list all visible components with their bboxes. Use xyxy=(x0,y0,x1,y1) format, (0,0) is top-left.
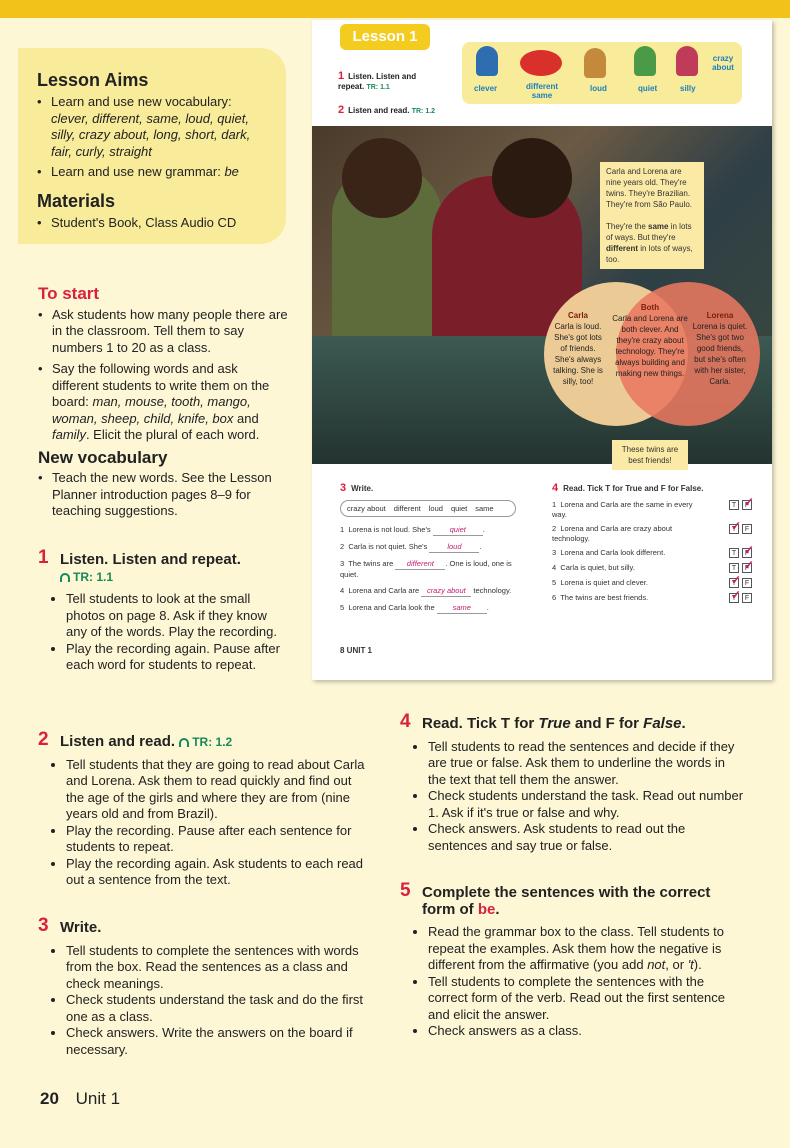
ex3-answer: loud xyxy=(429,542,479,553)
ex3-answer: different xyxy=(395,559,445,570)
lesson-aims-box xyxy=(18,48,286,244)
step-4-title-a: Read. Tick T for xyxy=(422,715,539,732)
exercise-3-item-1: 1 Lorena is not loud. She's quiet . xyxy=(340,525,485,534)
ex3-item-tail: technology. xyxy=(473,586,512,595)
story-diff-b: in lots of ways, too. xyxy=(606,244,693,264)
step-2-item-3: • Play the recording again. Ask students to each read out a sentence from the text. xyxy=(66,856,368,889)
to-start-item-2 xyxy=(38,361,288,444)
story-note-top xyxy=(600,162,704,269)
step-4-title-b: and F for xyxy=(570,715,644,732)
headphones-icon xyxy=(60,573,70,582)
step-2-item-2: • Play the recording. Pause after each sentence for students to repeat. xyxy=(66,823,368,856)
story-note-bottom: These twins are best friends! xyxy=(612,440,688,470)
story-same-a: They're the xyxy=(606,222,646,231)
ex4-item-number: 5 xyxy=(552,578,557,587)
student-book-page xyxy=(312,20,772,680)
exercise-3-item-3 xyxy=(340,559,530,580)
lesson-tab: Lesson 1 xyxy=(340,24,430,50)
vocab-different: different xyxy=(526,82,558,91)
ex3-item-text: Lorena is not loud. She's xyxy=(348,525,431,534)
top-color-bar xyxy=(0,0,790,18)
lesson-aims-title: Lesson Aims xyxy=(37,70,149,90)
step-5-title-be: be xyxy=(477,900,496,918)
vocab-picture-strip xyxy=(462,42,742,104)
word-box-item: loud xyxy=(428,504,443,513)
true-checkbox-ticked[interactable]: T ✓ xyxy=(729,524,739,534)
new-vocab-title: New vocabulary xyxy=(38,447,168,467)
step-4-title-false: False xyxy=(643,715,682,732)
photo-girl-left-head xyxy=(342,138,422,218)
step-1-track-label: TR: 1.1 xyxy=(73,569,114,584)
true-checkbox-ticked[interactable]: T ✓ xyxy=(729,578,739,588)
story-same-b: in lots of ways. But they're xyxy=(606,222,692,242)
to-start-item-1: • Ask students how many people there are in the classroom. Tell them to say numbers 1 to 20 as a class. xyxy=(38,307,288,357)
kid-quiet-image xyxy=(634,46,656,76)
step-1-item-1: • Tell students to look at the small photos on page 8. Ask if they know any of the words. Play the recording. xyxy=(66,591,288,641)
unit-label: Unit 1 xyxy=(75,1089,121,1108)
ex4-item-text: Lorena and Carla look different. xyxy=(560,548,666,557)
step-3-title: Write. xyxy=(60,919,102,936)
photo-girl-right-head xyxy=(492,138,572,218)
step-5-item-3: • Check answers as a class. xyxy=(428,1023,745,1040)
venn-lorena-name: Lorena xyxy=(706,311,734,320)
step-5-title-a: Complete the sentences with the correct form of xyxy=(422,884,711,918)
exercise-4-title-text: Read. Tick T for True and F for False. xyxy=(563,484,704,493)
step-2-track-label: TR: 1.2 xyxy=(192,735,233,749)
ex3-item-number: 1 xyxy=(340,525,345,534)
true-checkbox[interactable]: T xyxy=(729,500,739,510)
page-number: 20 xyxy=(40,1089,59,1108)
ex4-item-text: Lorena and Carla are the same in every way. xyxy=(552,500,693,519)
exercise-4-item-4 xyxy=(552,563,752,573)
false-checkbox-ticked[interactable]: F ✓ xyxy=(742,563,752,573)
exercise-3-item-5: 5 Lorena and Carla look the same . xyxy=(340,603,489,612)
ex4-item-text: Lorena and Carla are crazy about technology. xyxy=(552,524,673,543)
ex3-item-number: 3 xyxy=(340,559,345,568)
step-2-section xyxy=(38,729,368,889)
to-start-item-2-text: Say the following words and ask different students to write them on the board: xyxy=(52,361,270,409)
vocab-different-same xyxy=(526,82,558,100)
ex3-item-number: 5 xyxy=(340,603,345,612)
new-vocab-item: • Teach the new words. See the Lesson Planner introduction pages 8–9 for teaching suggestions. xyxy=(38,470,288,520)
vocab-quiet: quiet xyxy=(638,84,658,93)
apples-image xyxy=(520,50,562,76)
ex3-item-number: 2 xyxy=(340,542,345,551)
step-1-title: Listen. Listen and repeat. xyxy=(60,551,241,568)
exercise-3-item-4 xyxy=(340,586,530,597)
book-line-1-track: TR: 1.1 xyxy=(366,84,390,91)
exercise-4 xyxy=(552,482,752,608)
step-5-item-1 xyxy=(428,924,745,974)
step-5-item-1-t: 't xyxy=(687,957,694,972)
aims-vocab-item xyxy=(37,94,270,160)
true-checkbox-ticked[interactable]: T ✓ xyxy=(729,593,739,603)
false-checkbox-ticked[interactable]: F ✓ xyxy=(742,500,752,510)
word-box-item: same xyxy=(475,504,494,513)
vocab-clever: clever xyxy=(474,84,498,93)
ex3-answer: quiet xyxy=(433,525,483,536)
step-3-section xyxy=(38,915,378,1058)
ex4-item-number: 4 xyxy=(552,563,557,572)
ex4-item-text: Lorena is quiet and clever. xyxy=(560,578,648,587)
venn-both xyxy=(612,302,688,379)
step-1-heading xyxy=(38,547,288,585)
exercise-4-item-2 xyxy=(552,524,752,543)
story-intro-text: Carla and Lorena are nine years old. They're twins. They're Brazilian. They're from São Paulo. xyxy=(606,167,693,209)
step-3-item-2: • Check students understand the task and do the first one as a class. xyxy=(66,992,378,1025)
venn-carla xyxy=(552,310,604,387)
to-start-item-2-last: family xyxy=(52,427,86,442)
exercise-4-item-3 xyxy=(552,548,752,558)
step-5-title-c: . xyxy=(495,900,500,918)
step-5-item-1-tail: ). xyxy=(693,957,702,972)
venn-both-text: Carla and Lorena are both clever. And they're crazy about technology. They're always building and making new things. xyxy=(612,314,688,378)
ex3-item-tail: . One is loud, one is quiet. xyxy=(340,559,512,579)
story-diff-word: different xyxy=(606,244,638,253)
ex3-item-text: Lorena and Carla look the xyxy=(348,603,435,612)
aims-grammar-intro: Learn and use new grammar: xyxy=(51,164,221,179)
true-checkbox[interactable]: T xyxy=(729,548,739,558)
ex4-item-number: 2 xyxy=(552,524,557,533)
book-line-1-text: Listen. Listen and repeat. xyxy=(338,72,417,91)
false-checkbox[interactable]: F xyxy=(742,593,752,603)
to-start-section xyxy=(38,286,288,525)
word-box-item: crazy about xyxy=(347,504,386,513)
book-line-1: 1 Listen. Listen and repeat. TR: 1.1 xyxy=(338,70,417,91)
step-3-number: 3 xyxy=(38,915,49,936)
venn-lorena xyxy=(692,310,748,387)
ex4-item-text: The twins are best friends. xyxy=(560,593,649,602)
step-1-number: 1 xyxy=(38,547,49,568)
vocab-crazy-about: crazy about xyxy=(712,54,734,72)
false-checkbox[interactable]: F xyxy=(742,578,752,588)
vocab-loud: loud xyxy=(590,84,607,93)
to-start-item-2-tail: . Elicit the plural of each word. xyxy=(85,427,260,442)
venn-lorena-text: Lorena is quiet. She's got two good friends, but she's often with her sister, Carla. xyxy=(692,322,748,386)
aims-grammar-item xyxy=(37,164,270,181)
ex3-item-text: Lorena and Carla are xyxy=(348,586,420,595)
aims-grammar-word: be xyxy=(224,164,239,179)
step-3-item-3: • Check answers. Write the answers on the board if necessary. xyxy=(66,1025,378,1058)
aims-vocab-words: clever, different, same, loud, quiet, silly, crazy about, long, short, dark, fair, curly, straight xyxy=(51,110,251,159)
step-4-heading xyxy=(400,711,745,733)
ex3-answer: same xyxy=(437,603,487,614)
to-start-item-2-and: and xyxy=(237,410,259,426)
ex4-item-text: Carla is quiet, but silly. xyxy=(560,563,635,572)
ex4-item-number: 1 xyxy=(552,500,557,509)
true-checkbox[interactable]: T xyxy=(729,563,739,573)
materials-title: Materials xyxy=(37,190,116,211)
step-5-item-2: • Tell students to complete the sentences with the correct form of the verb. Read out the first sentence and elicit the answer. xyxy=(428,974,745,1024)
exercise-4-item-1 xyxy=(552,500,752,519)
exercise-4-title: 4 Read. Tick T for True and F for False. xyxy=(552,482,704,494)
exercise-3-title: 3 Write. xyxy=(340,482,374,494)
venn-carla-name: Carla xyxy=(567,311,588,320)
venn-both-name: Both xyxy=(640,303,660,312)
exercise-3 xyxy=(340,482,530,620)
vocab-silly: silly xyxy=(680,84,696,93)
vocab-same: same xyxy=(531,91,553,100)
step-5-number: 5 xyxy=(400,880,411,901)
false-checkbox[interactable]: F xyxy=(742,524,752,534)
step-1-track xyxy=(60,570,113,584)
step-1-section xyxy=(38,547,288,674)
to-start-title: To start xyxy=(38,284,100,303)
kid-silly-image xyxy=(676,46,698,76)
kid-loud-image xyxy=(584,48,606,78)
step-2-title: Listen and read. xyxy=(60,733,176,750)
venn-carla-text: Carla is loud. She's got lots of friends. She's always talking. She is silly, too! xyxy=(553,322,603,386)
step-4-section xyxy=(400,711,745,854)
step-5-item-1-not: not xyxy=(647,957,666,972)
aims-vocab-intro: Learn and use new vocabulary: xyxy=(51,94,232,109)
step-5-item-1-text: Read the grammar box to the class. Tell students to repeat the examples. Ask them how the negative is different from the affirmative (you add xyxy=(428,924,725,972)
ex3-item-number: 4 xyxy=(340,586,345,595)
exercise-4-item-6 xyxy=(552,593,752,603)
ex3-answer: crazy about xyxy=(421,586,471,597)
exercise-3-item-2: 2 Carla is not quiet. She's loud . xyxy=(340,542,482,551)
book-line-2-track: TR: 1.2 xyxy=(411,108,436,115)
ex4-item-number: 6 xyxy=(552,593,557,602)
to-start-item-2-words: man, mouse, tooth, mango, woman, sheep, child, knife, box xyxy=(52,394,251,426)
step-4-title-c: . xyxy=(681,715,686,732)
step-2-heading xyxy=(38,729,368,751)
exercise-3-title-text: Write. xyxy=(351,484,374,493)
step-1-item-2: • Play the recording again. Pause after each word for students to repeat. xyxy=(66,641,288,674)
step-2-track xyxy=(179,735,232,749)
kid-clever-image xyxy=(476,46,498,76)
step-4-title-true: True xyxy=(538,715,571,732)
word-box-item: different xyxy=(393,504,421,513)
ex3-item-text: Carla is not quiet. She's xyxy=(348,542,428,551)
exercise-4-item-5 xyxy=(552,578,752,588)
step-3-item-1: • Tell students to complete the sentences with words from the box. Read the sentences as a class and check meanings. xyxy=(66,943,378,993)
step-5-heading xyxy=(400,880,745,918)
book-page-footer: 8 UNIT 1 xyxy=(340,646,373,655)
ex4-item-number: 3 xyxy=(552,548,557,557)
step-4-number: 4 xyxy=(400,711,411,732)
ex3-item-text: The twins are xyxy=(348,559,394,568)
page-footer xyxy=(40,1089,120,1109)
step-4-item-2: • Check students understand the task. Read out number 1. Ask if it's true or false and why. xyxy=(428,788,745,821)
step-3-heading xyxy=(38,915,378,937)
false-checkbox-ticked[interactable]: F ✓ xyxy=(742,548,752,558)
word-box-item: quiet xyxy=(450,504,468,513)
step-5-item-1-or: , or xyxy=(665,957,685,972)
step-4-item-1: • Tell students to read the sentences and decide if they are true or false. Ask them to underline the words in the text that tell them the answer. xyxy=(428,739,745,789)
step-2-item-1: • Tell students that they are going to read about Carla and Lorena. Ask them to read quickly and find out the age of the girls and where they are from (nine years old and from Brazil). xyxy=(66,757,368,823)
step-4-item-3: • Check answers. Ask students to read out the sentences and say true or false. xyxy=(428,821,745,854)
word-box xyxy=(340,500,516,517)
materials-item: • Student's Book, Class Audio CD xyxy=(37,215,270,232)
book-line-2-text: Listen and read. xyxy=(348,106,410,115)
story-same-word: same xyxy=(648,222,669,231)
step-5-section xyxy=(400,880,745,1040)
step-2-number: 2 xyxy=(38,729,49,750)
book-line-2: 2 Listen and read. TR: 1.2 xyxy=(338,104,436,116)
headphones-icon xyxy=(179,738,189,747)
